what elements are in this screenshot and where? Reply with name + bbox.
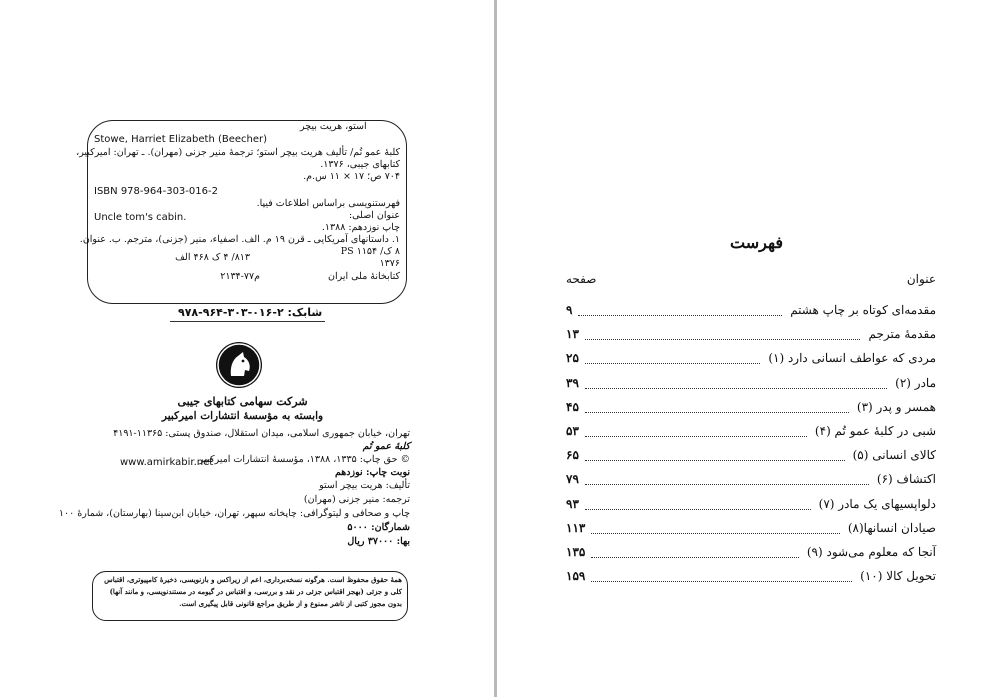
rights-line-1: همهٔ حقوق محفوظ است. هرگونه نسخه‌برداری، اعم از زیراکس و بازنویسی، ذخیرهٔ کامپیوتری، اقتباس [104, 575, 402, 584]
toc-entry-title: همسر و پدر (۳) [856, 399, 936, 414]
toc-entry [566, 376, 936, 396]
translator-line: ترجمه: منیر جزنی (مهران) [303, 494, 410, 505]
cip-extent-line: ۷۰۴ ص؛ ۱۷ × ۱۱ س.م. [303, 171, 400, 182]
toc-leader-dots [585, 363, 760, 364]
toc-entry-title: تحویل کالا (۱۰) [860, 569, 936, 584]
printing-line: چاپ و صحافی و لیتوگرافی: چاپخانه سپهر، تهران، خیابان ابن‌سینا (بهارستان)، شمارهٔ ۱۰۰ [58, 508, 410, 519]
cip-subject-line: ۱. داستانهای آمریکایی ـ قرن ۱۹ م. الف. اصفیاء، منیر (جزنی)، مترجم. ب. عنوان. [79, 234, 400, 245]
toc-entry-title: مادر (۲) [895, 375, 936, 390]
toc-leader-dots [585, 460, 845, 461]
isbn-printed: شابک: ۲-۰۱۶-۳۰۳-۹۶۴-۹۷۸ [178, 306, 323, 319]
toc-entry-page: ۱۳۵ [566, 545, 586, 559]
rights-line-2: کلی و جزئی (بهجز اقتباس جزئی در نقد و بررسی، و اقتباس در گیومه در مستندنویسی، و مانند آنها) [109, 587, 402, 596]
cip-series-line: کتابهای جیبی، ۱۳۷۶. [320, 159, 400, 170]
circulation-line: شمارگان: ۵۰۰۰ [347, 522, 410, 533]
cip-year-line: ۱۳۷۶ [379, 258, 400, 269]
toc-leader-dots [585, 484, 869, 485]
cip-edition-line: چاپ نوزدهم: ۱۳۸۸. [321, 222, 400, 233]
cip-fipa-line: فهرستنویسی براساس اطلاعات فیپا. [256, 198, 400, 209]
toc-entry-title: دلواپسیهای یک مادر (۷) [818, 496, 936, 511]
toc-entry-title: کالای انسانی (۵) [852, 448, 936, 463]
publisher-website: www.amirkabir.net [120, 457, 214, 468]
toc-leader-dots [585, 339, 860, 340]
toc-entry-page: ۱۱۳ [566, 520, 586, 535]
toc-entry-title: اکتشاف (۶) [876, 472, 936, 487]
toc-leader-dots [591, 581, 852, 582]
toc-entry-title: صیادان انسانها(۸) [847, 520, 936, 535]
table-of-contents-page [497, 0, 991, 697]
toc-entry [566, 472, 936, 492]
cip-class-line: ۸ ک/ ۱۱۵۴ PS [340, 246, 400, 257]
cip-dewey-line: ۸۱۳/ ۴ ک ۴۶۸ الف [175, 252, 250, 263]
toc-entry-page: ۱۳ [566, 327, 579, 342]
rights-line-3: بدون مجوز کتبی از ناشر ممنوع و از طریق مراجع قانونی قابل پیگیری است. [179, 599, 402, 608]
toc-leader-dots [585, 412, 849, 413]
price-line: بها: ۳۷۰۰۰ ریال [347, 536, 410, 547]
toc-entry-title: مردی که عواطف انسانی دارد (۱) [768, 351, 936, 366]
toc-entry [566, 303, 936, 323]
cip-original-title: Uncle tom's cabin. [94, 212, 187, 223]
toc-entry [566, 351, 936, 371]
toc-leader-dots [585, 436, 807, 437]
toc-entry-title: مقدمهٔ مترجم [868, 327, 936, 342]
book-title: کلبهٔ عمو تُم [362, 441, 410, 452]
toc-entry [566, 545, 936, 565]
toc-entry-title: شبی در کلبهٔ عمو تُم (۴) [814, 424, 936, 438]
toc-entry [566, 448, 936, 468]
publisher-address: تهران، خیابان جمهوری اسلامی، میدان استقلال، صندوق پستی: ۱۱۳۶۵-۴۱۹۱ [113, 428, 410, 439]
copyright-page [0, 0, 494, 697]
toc-entry [566, 424, 936, 444]
toc-entry [566, 327, 936, 347]
toc-column-page: صفحه [566, 272, 597, 286]
edition-line: نوبت چاپ: نوزدهم [334, 467, 410, 478]
toc-entry-page: ۶۵ [566, 448, 579, 463]
toc-leader-dots [578, 315, 782, 316]
publisher-affiliation: وابسته به مؤسسهٔ انتشارات امیرکبیر [161, 410, 324, 422]
toc-leader-dots [591, 533, 840, 534]
cip-original-title-label: عنوان اصلی: [348, 210, 400, 221]
cip-title-line: کلبهٔ عمو تُم/ تألیف هریت بیچر استو؛ ترجمهٔ منیر جزنی (مهران). ـ تهران: امیرکبیر، [76, 147, 400, 158]
toc-entry [566, 569, 936, 589]
toc-leader-dots [585, 388, 887, 389]
toc-title: فهرست [730, 233, 783, 252]
horse-head-emblem-icon [216, 342, 262, 388]
isbn-underline [170, 321, 325, 322]
cip-isbn-line: ISBN 978-964-303-016-2 [94, 186, 218, 197]
toc-entry-page: ۲۵ [566, 351, 579, 366]
author-line: تألیف: هریت بیچر استو [319, 480, 410, 491]
toc-leader-dots [591, 557, 799, 558]
toc-entry-page: ۳۹ [566, 375, 579, 390]
cip-author-fa: استو، هریت بیچر [300, 121, 367, 132]
toc-leader-dots [585, 509, 811, 510]
toc-entry [566, 521, 936, 541]
cip-record-number: م۷۷-۲۱۳۴ [220, 271, 260, 282]
toc-entry-title: مقدمه‌ای کوتاه بر چاپ هشتم [790, 303, 936, 317]
toc-entry-title: آنجا که معلوم می‌شود (۹) [806, 545, 936, 559]
publisher-name: شرکت سهامی کتابهای جیبی [177, 395, 308, 408]
toc-column-title: عنوان [906, 272, 936, 286]
toc-entry-page: ۹ [566, 303, 573, 317]
toc-entry-page: ۴۵ [566, 399, 579, 414]
toc-entry [566, 400, 936, 420]
cip-library-line: کتابخانهٔ ملی ایران [327, 271, 400, 282]
cip-author-latin: Stowe, Harriet Elizabeth (Beecher) [94, 134, 268, 145]
toc-entry-page: ۷۹ [566, 472, 579, 487]
toc-entry-page: ۹۳ [566, 496, 579, 511]
toc-entry-page: ۵۳ [566, 424, 579, 438]
toc-entry [566, 497, 936, 517]
toc-entry-page: ۱۵۹ [566, 569, 586, 584]
copyright-line: © حق چاپ: ۱۳۳۵، ۱۳۸۸، مؤسسهٔ انتشارات امیرکبیر [199, 454, 410, 465]
